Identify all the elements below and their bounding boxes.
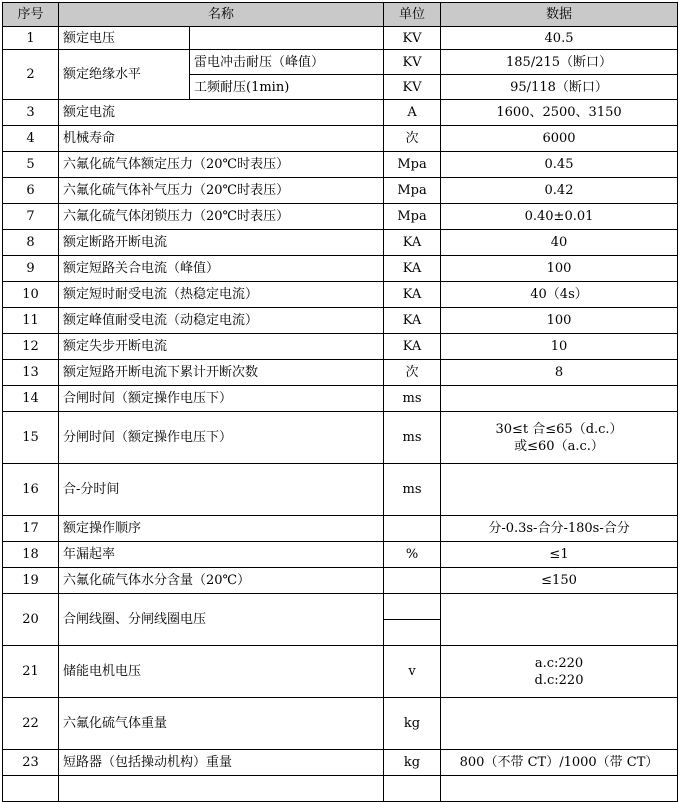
table-row (3, 646, 678, 698)
unit-cell: Mpa (384, 178, 441, 204)
unit-cell: KV (384, 27, 441, 50)
parameter-name: 六氟化硫气体水分含量（20℃） (59, 568, 384, 594)
unit-cell: 次 (384, 126, 441, 152)
parameter-name (59, 776, 384, 802)
row-number: 11 (3, 308, 59, 334)
table-row (3, 542, 678, 568)
table-row (3, 776, 678, 802)
value-cell: 100 (441, 256, 678, 282)
parameter-name: 六氟化硫气体闭锁压力（20℃时表压） (59, 204, 384, 230)
unit-cell (384, 568, 441, 594)
row-number: 7 (3, 204, 59, 230)
unit-cell: Mpa (384, 152, 441, 178)
table-row (3, 750, 678, 776)
unit-cell: A (384, 100, 441, 126)
value-cell: 800（不带 CT）/1000（带 CT） (441, 750, 678, 776)
parameter-name: 额定短路关合电流（峰值） (59, 256, 384, 282)
unit-cell: KA (384, 308, 441, 334)
parameter-name: 额定断路开断电流 (59, 230, 384, 256)
parameter-name: 六氟化硫气体额定压力（20℃时表压） (59, 152, 384, 178)
value-cell: ≤150 (441, 568, 678, 594)
parameter-name: 六氟化硫气体重量 (59, 698, 384, 750)
table-row (3, 27, 678, 50)
row-number: 18 (3, 542, 59, 568)
header-no: 序号 (3, 3, 59, 27)
table-row (3, 698, 678, 750)
unit-cell: KA (384, 256, 441, 282)
value-cell: 0.42 (441, 178, 678, 204)
row-number: 14 (3, 386, 59, 412)
table-row (3, 178, 678, 204)
value-cell (441, 646, 678, 698)
table-row (3, 594, 678, 620)
value-line: a.c:220 (534, 655, 584, 671)
table-row (3, 126, 678, 152)
unit-cell: kg (384, 750, 441, 776)
parameter-name: 额定绝缘水平 (59, 50, 190, 100)
sub-parameter-name: 雷电冲击耐压（峰值） (190, 50, 384, 75)
parameter-name: 额定失步开断电流 (59, 334, 384, 360)
value-cell (441, 698, 678, 750)
parameter-name: 额定短路开断电流下累计开断次数 (59, 360, 384, 386)
row-number: 16 (3, 464, 59, 516)
unit-cell: KA (384, 282, 441, 308)
table-row (3, 516, 678, 542)
table-row (3, 152, 678, 178)
value-cell: 40（4s） (441, 282, 678, 308)
table-row (3, 360, 678, 386)
parameter-name: 年漏起率 (59, 542, 384, 568)
table-row (3, 464, 678, 516)
value-line: 30≤t 合≤65（d.c.） (495, 421, 623, 437)
parameter-name: 额定峰值耐受电流（动稳定电流） (59, 308, 384, 334)
parameter-name: 额定短时耐受电流（热稳定电流） (59, 282, 384, 308)
unit-cell (384, 776, 441, 802)
unit-cell: Mpa (384, 204, 441, 230)
parameter-name: 储能电机电压 (59, 646, 384, 698)
parameter-name: 分闸时间（额定操作电压下） (59, 412, 384, 464)
value-line: d.c:220 (534, 672, 584, 688)
row-number: 13 (3, 360, 59, 386)
unit-cell: KV (384, 75, 441, 100)
value-cell (441, 776, 678, 802)
parameter-name: 合闸线圈、分闸线圈电压 (59, 594, 384, 646)
value-cell (441, 464, 678, 516)
value-cell: 0.45 (441, 152, 678, 178)
parameter-name: 机械寿命 (59, 126, 384, 152)
sub-parameter-name: 工频耐压(1min) (190, 75, 384, 100)
row-number: 9 (3, 256, 59, 282)
unit-cell: KA (384, 334, 441, 360)
table-row (3, 334, 678, 360)
row-number: 4 (3, 126, 59, 152)
row-number: 12 (3, 334, 59, 360)
row-number: 5 (3, 152, 59, 178)
table-row (3, 412, 678, 464)
row-number: 23 (3, 750, 59, 776)
row-number: 15 (3, 412, 59, 464)
value-cell: 0.40±0.01 (441, 204, 678, 230)
table-row (3, 50, 678, 75)
value-cell: 6000 (441, 126, 678, 152)
value-cell: 1600、2500、3150 (441, 100, 678, 126)
unit-cell (384, 516, 441, 542)
row-number: 22 (3, 698, 59, 750)
parameter-name: 合闸时间（额定操作电压下） (59, 386, 384, 412)
row-number: 20 (3, 594, 59, 646)
empty-cell (190, 27, 384, 50)
header-row (3, 3, 678, 27)
unit-cell: ms (384, 386, 441, 412)
row-number: 3 (3, 100, 59, 126)
value-cell: 10 (441, 334, 678, 360)
value-cell (441, 412, 678, 464)
row-number: 10 (3, 282, 59, 308)
value-cell: 185/215（断口） (441, 50, 678, 75)
table-row (3, 568, 678, 594)
value-cell: 40 (441, 230, 678, 256)
value-cell (441, 386, 678, 412)
value-cell: 40.5 (441, 27, 678, 50)
header-name: 名称 (59, 3, 384, 27)
row-number: 17 (3, 516, 59, 542)
unit-cell: KA (384, 230, 441, 256)
table-row (3, 204, 678, 230)
table-row (3, 308, 678, 334)
table-row (3, 386, 678, 412)
unit-cell: kg (384, 698, 441, 750)
row-number: 1 (3, 27, 59, 50)
row-number: 8 (3, 230, 59, 256)
row-number: 6 (3, 178, 59, 204)
row-number (3, 776, 59, 802)
value-cell: 95/118（断口） (441, 75, 678, 100)
value-cell: 分-0.3s-合分-180s-合分 (441, 516, 678, 542)
value-cell: ≤1 (441, 542, 678, 568)
unit-cell: ms (384, 464, 441, 516)
unit-cell: v (384, 646, 441, 698)
value-line: 或≤60（a.c.） (514, 438, 604, 454)
row-number: 2 (3, 50, 59, 100)
header-unit: 单位 (384, 3, 441, 27)
header-value: 数据 (441, 3, 678, 27)
parameter-name: 额定操作顺序 (59, 516, 384, 542)
row-number: 19 (3, 568, 59, 594)
table-row (3, 230, 678, 256)
specification-table (2, 2, 678, 802)
parameter-name: 六氟化硫气体补气压力（20℃时表压） (59, 178, 384, 204)
parameter-name: 短路器（包括操动机构）重量 (59, 750, 384, 776)
table-row (3, 282, 678, 308)
unit-cell: 次 (384, 360, 441, 386)
parameter-name: 合-分时间 (59, 464, 384, 516)
unit-cell: KV (384, 50, 441, 75)
parameter-name: 额定电压 (59, 27, 190, 50)
value-cell (441, 594, 678, 646)
unit-cell: % (384, 542, 441, 568)
unit-cell: ms (384, 412, 441, 464)
parameter-name: 额定电流 (59, 100, 384, 126)
value-cell: 8 (441, 360, 678, 386)
value-cell: 100 (441, 308, 678, 334)
table-row (3, 256, 678, 282)
table-row (3, 100, 678, 126)
unit-cell (384, 620, 441, 646)
unit-cell (384, 594, 441, 620)
row-number: 21 (3, 646, 59, 698)
